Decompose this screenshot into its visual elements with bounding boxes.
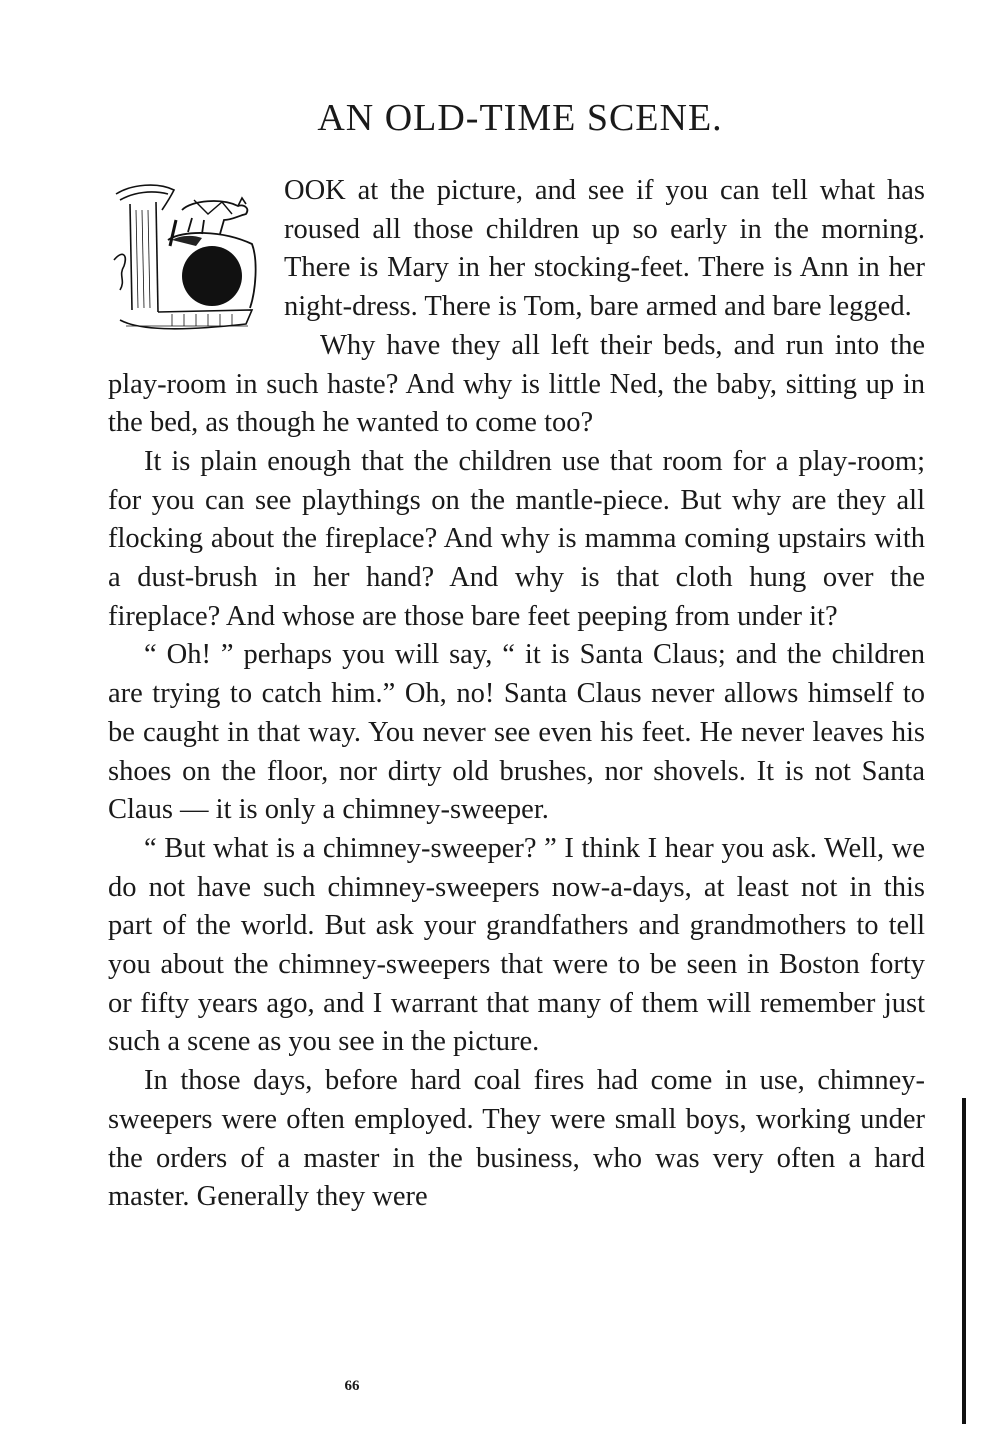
paragraph-5: “ But what is a chimney-sweeper? ” I think I hear you ask. Well, we do not have such chimney-sweepers now-a-days, at least not in this part of the world. But ask your grandfathers and grandmothers to tell you about the chimney-sweepers that were to be seen in Boston forty or fifty years ago, and I warrant that many of them will remember just such a scene as you see in the picture.: [108, 832, 925, 1058]
paragraph-2: Why have they all left their beds, and run into the play-room in such haste? And why is little Ned, the baby, sitting up in the bed, as though he wanted to come too?: [108, 329, 925, 439]
page-title: AN OLD-TIME SCENE.: [317, 97, 723, 139]
paragraph-3: It is plain enough that the children use that room for a play-room; for you can see playthings on the mantle-piece. But why are they all flocking about the fireplace? And why is mamma coming upstairs with a dust-brush in her hand? And why is that cloth hung over the fireplace? And whose are those bare feet peeping from under it?: [108, 445, 925, 632]
page-number: 66: [344, 1378, 360, 1394]
body-text: [108, 172, 925, 1217]
paragraph-6: In those days, before hard coal fires had come in use, chimney-sweepers were often employed. They were small boys, working under the orders of a master in the business, who was very often a hard master. Generally they were: [108, 1065, 925, 1213]
margin-rule: [962, 1098, 966, 1424]
drop-cap-space: [108, 172, 284, 364]
paragraph-4: “ Oh! ” perhaps you will say, “ it is Santa Claus; and the children are trying to catch him.” Oh, no! Santa Claus never allows himself to be caught in that way. You never see even his feet. He never leaves his shoes on the floor, nor dirty old brushes, nor shovels. It is not Santa Claus — it is only a chimney-sweeper.: [108, 639, 925, 826]
paragraph-1: OOK at the picture, and see if you can tell what has roused all those children up so early in the morning. There is Mary in her stocking-feet. There is Ann in her night-dress. There is Tom, bare armed and bare legged.: [284, 175, 925, 323]
